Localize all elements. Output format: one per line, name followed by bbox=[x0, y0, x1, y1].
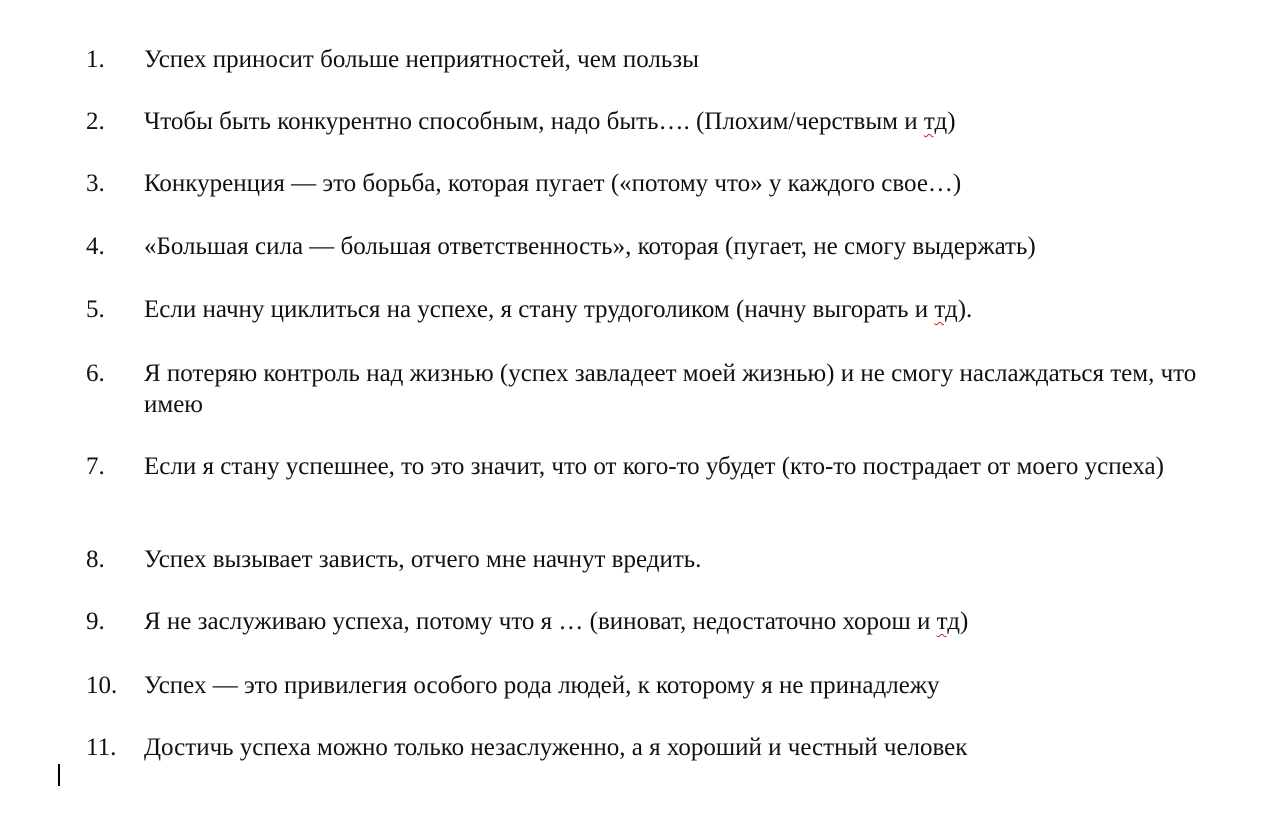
list-text: Если я стану успешнее, то это значит, что от кого-то убудет (кто-то пострадает от моего успеха) bbox=[144, 453, 1164, 480]
list-number: 7. bbox=[86, 453, 105, 480]
list-number: 10. bbox=[86, 672, 118, 699]
text-segment: ) bbox=[947, 108, 956, 135]
list-text bbox=[144, 606, 1226, 637]
spellcheck-flagged-word[interactable]: тд bbox=[934, 296, 958, 323]
list-text: Достичь успеха можно только незаслуженно, а я хороший и честный человек bbox=[144, 734, 968, 761]
list-number: 9. bbox=[86, 608, 105, 635]
list-text: Успех вызывает зависть, отчего мне начнут вредить. bbox=[144, 546, 702, 573]
list-text: Я потеряю контроль над жизнью (успех завладеет моей жизнью) и не смогу наслаждаться тем, что имею bbox=[144, 360, 1197, 418]
text-segment: Если начну циклиться на успехе, я стану трудоголиком (начну выгорать и bbox=[144, 296, 935, 323]
list-text: Успех — это привилегия особого рода людей, к которому я не принадлежу bbox=[144, 672, 940, 699]
list-number: 11. bbox=[86, 734, 117, 761]
list-number: 6. bbox=[86, 360, 105, 387]
spellcheck-flagged-word[interactable]: тд bbox=[936, 608, 960, 635]
list-text bbox=[144, 294, 1226, 325]
list-text bbox=[144, 106, 1226, 137]
list-number: 3. bbox=[86, 170, 105, 197]
text-segment: Я не заслуживаю успеха, потому что я … (виноват, недостаточно хорош и bbox=[144, 608, 937, 635]
list-number: 4. bbox=[86, 233, 105, 260]
list-number: 8. bbox=[86, 546, 105, 573]
list-text: Успех приносит больше неприятностей, чем пользы bbox=[144, 46, 699, 73]
text-segment: Чтобы быть конкурентно способным, надо быть…. (Плохим/черствым и bbox=[144, 108, 924, 135]
list-number: 2. bbox=[86, 108, 105, 135]
list-number: 1. bbox=[86, 46, 105, 73]
list-text: Конкуренция — это борьба, которая пугает («потому что» у каждого свое…) bbox=[144, 170, 962, 197]
spellcheck-flagged-word[interactable]: тд bbox=[923, 108, 948, 135]
text-segment: ). bbox=[957, 296, 973, 323]
list-text: «Большая сила — большая ответственность», которая (пугает, не смогу выдержать) bbox=[144, 233, 1036, 260]
text-cursor bbox=[58, 764, 60, 786]
list-number: 5. bbox=[86, 296, 105, 323]
text-segment: ) bbox=[959, 608, 969, 635]
